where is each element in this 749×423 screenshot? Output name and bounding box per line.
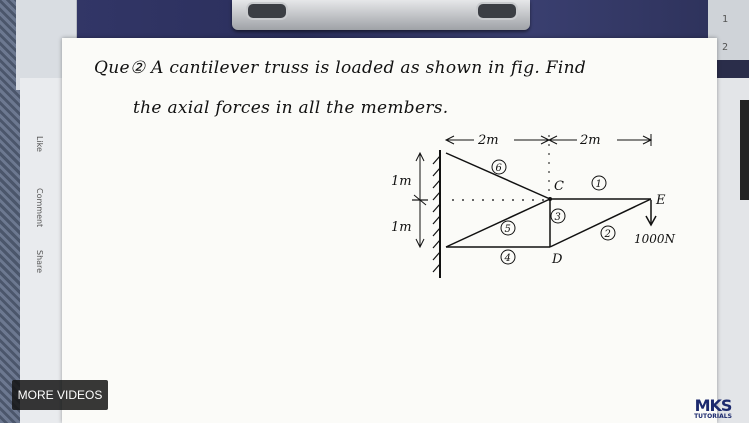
logo-sub-text: TUTORIALS [694,413,732,420]
wall-hatching [433,156,440,272]
member-number-5 [501,221,515,235]
svg-text:5: 5 [504,224,511,235]
node-e-label: E [656,193,666,208]
svg-text:2: 2 [604,229,611,240]
member-number-4 [501,250,515,264]
more-videos-button[interactable]: MORE VIDEOS [12,380,108,410]
like-label: Like [35,136,44,152]
member-number-1 [592,176,606,190]
dim-top-right: 2m [580,133,601,148]
member-number-6 [492,160,506,174]
node-c-dot [548,197,552,201]
svg-text:1: 1 [595,179,602,190]
channel-logo[interactable] [686,398,740,422]
share-label: Share [35,250,44,274]
question-line-2: the axial forces in all the members. [133,98,449,118]
question-text-1: A cantilever truss is loaded as shown in fig. Find [151,58,587,78]
comment-label: Comment [35,188,44,228]
dim-left-upper: 1m [391,174,412,189]
member-number-2 [601,226,615,240]
node-c-label: C [554,179,564,194]
svg-text:6: 6 [495,163,502,174]
member-5 [446,199,550,247]
ruler-number: 1 [722,14,729,25]
dim-left-lower: 1m [391,220,412,235]
member-number-3 [551,209,565,223]
logo-main-text: MKS [694,396,732,415]
question-number: Que② [94,58,146,78]
dim-top-left: 2m [478,133,499,148]
svg-text:3: 3 [554,212,561,223]
load-label: 1000N [634,232,676,246]
svg-text:4: 4 [504,253,511,264]
node-d-label: D [552,252,563,267]
ruler-number: 2 [722,42,729,53]
